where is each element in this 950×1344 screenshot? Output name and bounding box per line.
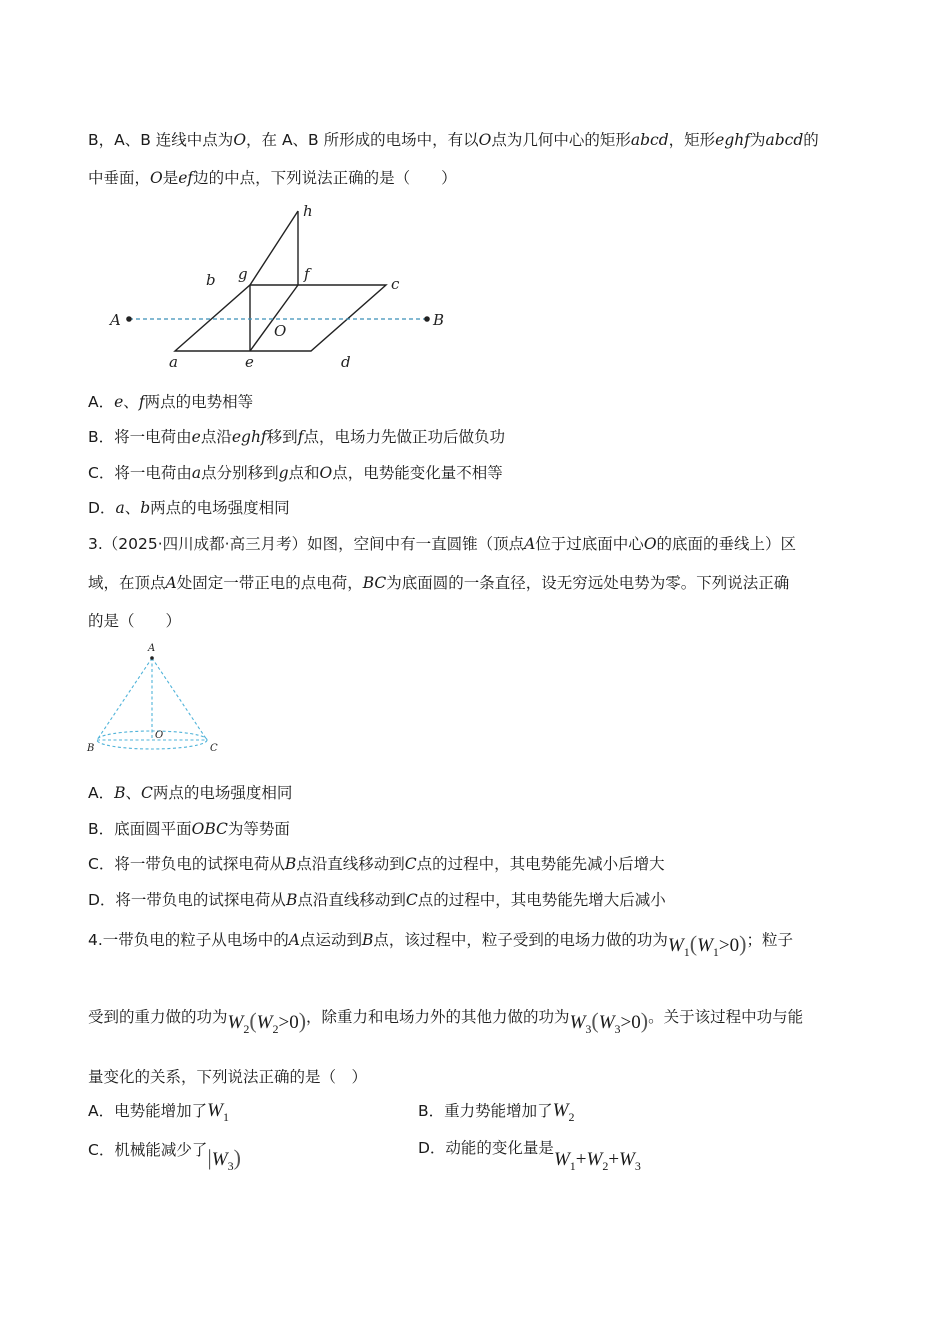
label-d: d [341, 353, 351, 371]
q4-stem-line3: 量变化的关系，下列说法正确的是（ ） [88, 1068, 368, 1086]
label-A: A [110, 311, 121, 329]
q4-option-a: A．电势能增加了$W_1$ [88, 1100, 229, 1124]
cone-right-edge [152, 658, 207, 740]
q2-option-c: C．将一电荷由a点分别移到g点和O点，电势能变化量不相等 [88, 464, 503, 482]
formula-W2: $W_2(W_2>0)$ [227, 1008, 307, 1036]
q3-stem-line3: 的是（ ） [88, 612, 182, 630]
q2-option-d: D．a、b两点的电场强度相同 [88, 499, 290, 517]
q3-option-c: C．将一带负电的试探电荷从B点沿直线移动到C点的过程中，其电势能先减小后增大 [88, 855, 665, 873]
label-f: f [304, 265, 310, 283]
formula-abs-W3: $|W_3$) [207, 1145, 241, 1173]
formula-sum-W: $W_1+W_2+W_3$ [553, 1149, 641, 1173]
label-B: B [87, 743, 95, 754]
q4-stem-line2: 受到的重力做的功为$W_2(W_2>0)$，除重力和电场力外的其他力做的功为$W_3(W_3>0)$。关于该过程中功与能 [88, 1008, 804, 1036]
q3-stem-line2: 域，在顶点A处固定一带正电的点电荷，BC为底面圆的一条直径，设无穷远处电势为零。下列说法正确 [88, 574, 790, 592]
point-A [126, 316, 132, 322]
q3-stem-line1: 3.（2025·四川成都·高三月考）如图，空间中有一直圆锥（顶点A位于过底面中心O的底面的垂线上）区 [88, 535, 797, 553]
q2-figure [105, 198, 455, 373]
q2-stem-line1: B，A、B 连线中点为O，在 A、B 所形成的电场中，有以O点为几何中心的矩形abcd，矩形eghf为abcd的 [88, 131, 819, 149]
q3-option-a: A．B、C两点的电场强度相同 [88, 784, 293, 802]
label-A: A [148, 643, 156, 654]
q2-stem-line2: 中垂面，O是ef边的中点，下列说法正确的是（ ） [88, 169, 457, 187]
segment-eO-f [250, 285, 298, 351]
q2-option-a: A．e、f两点的电势相等 [88, 393, 254, 411]
label-O: O [274, 322, 287, 340]
q4-option-d: D．动能的变化量是$W_1+W_2+W_3$ [418, 1139, 641, 1173]
q3-cone-figure [84, 638, 224, 760]
formula-W3: $W_3(W_3>0)$ [569, 1008, 649, 1036]
cone-left-edge [97, 658, 152, 740]
q2-option-b: B．将一电荷由e点沿eghf移到f点，电场力先做正功后做负功 [88, 428, 505, 446]
label-h: h [303, 202, 313, 220]
label-g: g [238, 265, 248, 283]
label-O: O [155, 730, 164, 741]
point-B [424, 316, 430, 322]
q4-stem-line1: 4.一带负电的粒子从电场中的A点运动到B点，该过程中，粒子受到的电场力做的功为$W_1(W_1>0)$；粒子 [88, 931, 793, 959]
q3-option-d: D．将一带负电的试探电荷从B点沿直线移动到C点的过程中，其电势能先增大后减小 [88, 891, 666, 909]
label-e: e [245, 353, 254, 371]
q3-option-b: B．底面圆平面OBC为等势面 [88, 820, 290, 838]
rectangle-abcd [175, 285, 386, 351]
label-C: C [210, 743, 218, 754]
label-B: B [433, 311, 445, 329]
q4-option-b: B．重力势能增加了$W_2$ [418, 1100, 575, 1124]
label-a: a [169, 353, 178, 371]
label-b: b [206, 271, 216, 289]
segment-gh [250, 211, 298, 285]
formula-W1: $W_1(W_1>0)$ [667, 931, 747, 959]
apex-point [150, 656, 154, 660]
label-c: c [391, 275, 400, 293]
q4-option-c: C．机械能减少了$|W_3$) [88, 1141, 241, 1173]
